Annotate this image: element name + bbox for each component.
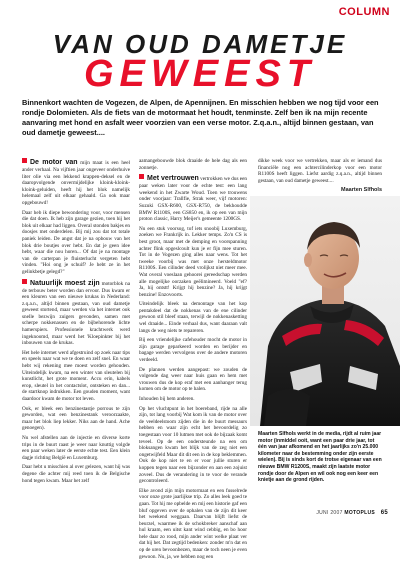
paragraph: vertrokken we dus een paar weken later voor de echte test: een lang weekend in het Zwarte Woud. Toen we trouwens onder voorjaar: Trallfie, Strak weer, vijf motoren: Suzuki GSX-R600, GSX-R750, de bekhoudde BMW R1100S, een GS850 en, ik op een van mijn proton classic, Harry Meijer's gemeente 1200GS.	[139, 176, 247, 223]
paragraph: Nu een stuk voorsog, tof iets snoobij Luxemburg, zoeken we Frankrijk in. Lekker temps. Zo'n CS is best groot, maar met de demping en voorspanning achter flink opgeslcoult kun je er fijn mee sturen. Tot in de Vogezen ging alles naar wens. Tot het tweeke voorbij was met onze hersteldmotor R1100S. Een cilinder deed vrolijkst niet meer mee. Wat overal voeslaan gehoorei gereedschap werden alle mogelijke oorzaken geëlimineerd. Voeld "ef? Ja, hij ontstt! Krijgt hij benzine? Ja, hij krijgt benzine! Enzovoorts.	[139, 225, 247, 298]
paragraph: Bij een vriendelijke cafehouder mocht de motor in zijn garage geparkeerd worden en berijder en bagage werden vervolgens over de andere motoren verdeeld.	[139, 337, 247, 364]
red-bullet-icon	[22, 158, 27, 163]
article-column-1	[22, 158, 130, 487]
headline-line-2: GEWEEST	[83, 53, 317, 95]
rider-portrait-image	[250, 196, 400, 426]
photo-caption: Maarten Slfhols werkt in de media, rijdt al ruim jaar motor (inmiddel ooit, want een paar drie jaar, tot één van jaar afkomend en het jaarlijks zo'n 25.000 kilometer naar de bestemming onder zijn eerste wielen). Bij is sinds kort de trotse eigenaar van een nieuwe BMW R1200S, maakt zijn laatste motor rondje door de Alpen en wil ook nog een keer een knietje aan de grond rijden.	[258, 431, 382, 484]
paragraph: dikke week voor we vertrekken, maar als er iemand dus financiële nog een achtercilinderkop voor een motor R1100S heeft liggen. Liefst aardig z.q.a.n., altijd binnen gestaan, van oud dametje geweest....	[258, 158, 382, 184]
section-label: COLUMN	[338, 6, 390, 18]
paragraph: Inhouden bij hem anderen.	[139, 396, 195, 402]
paragraph: Het hele internet werd afgestruind op zoek naar tips en speels naar wat we te doen en zelf snel. En waar hebt wij rekening mee moest worden gehouden. Uiteindelijk kwam, na een winter van sleutelen bij kunstlicht, het grote moment. Accu erin, kabels erop, sleutel in het contactslot, ontsteken en dan... de startknop indrukken. Een gouden moment, want daardoor kwam de motor tot leven.	[22, 349, 130, 402]
intro-paragraph: Binnenkort wachten de Vogezen, de Alpen, de Apennijnen. En misschien hebben we nog tijd voor een rondje Dolomieten. Als de fiets van de motormaat het houdt, tenminste. Zelf ben ik na mijn recente aanvaring met hond en asfalt weer voorzien van een verse motor. Z.q.a.n., altijd binnen gestaan, van oud dametje geweest....	[22, 98, 379, 137]
article-column-3	[258, 158, 382, 194]
red-bullet-icon	[22, 279, 27, 284]
paragraph: Daar hebt u misschien al over gelezen, want hij was degene die achter mij reed toen ik de Belgische hond tegen kwam. Maar het zelf	[22, 464, 130, 484]
paragraph: mijn maat is een heel ander verhaal. Na vijftien jaar ongeveer onderhuive liter olie via een lekkend krappen-deksel en de daaropvolgende onvermijdelijke kloink-kloink-kloink-geluiden, heeft hij het blok namelijk helemaal zelf uit elkaar gehaald. Ga ook maar opgebouwd!	[22, 160, 131, 206]
footer-month: JUNI 2007	[316, 510, 343, 516]
page-footer	[316, 510, 388, 516]
subheading: Natuurlijk moest zijn	[30, 279, 100, 287]
paragraph: Uiteindelijk bleek na demontage van het kop pentakdeel dat de nokkenas van de ene cilinder gewoon stil bleef staan, terwijl de nokkenasketting wel draaide... Einde verhaal dus, want daaraan valt langs de weg niets te repareren.	[139, 301, 247, 334]
footer-brand: MOTOPLUS	[344, 510, 376, 516]
paragraph: aamangebouwde blok draaide de hele dag als een zonnetje.	[139, 158, 247, 171]
author-signature: Maarten Slfhols	[341, 187, 382, 194]
paragraph: Ook, er bleek een benzinestastje porrous te zijn geworden, wat een benzinestank veroorzaakte, maar het blok liep lekker. Niks aan de hand. Ache genoegen).	[22, 405, 130, 432]
paragraph: motorblok na de terbouw beter worden dan ervoor. Dus kwam er een kleuren van een nieuwe krukas in Nederland: z.q.a.n., altijd binnen gestaan, van oud dametje geweest stortend, maar werden via het internet ook snelle bezwijn zuigers gevonden, samen met scherpe nokkenassen en de bijbehorende lichte hamerspiers. Professionele krachtwerk werd ingeknoomd, maar werd het 'Kloepinkter bij het inbouwen van de krukas.	[22, 280, 130, 347]
author-photo	[250, 196, 400, 426]
page-number: 65	[380, 510, 388, 516]
article-column-2	[139, 158, 247, 563]
headline-line-1: VAN OUD DAMETJE	[52, 29, 348, 59]
subheading: Met vertrouwen	[147, 175, 199, 183]
red-bullet-icon	[139, 174, 144, 179]
paragraph: De plannen werden aangepast: we zouden de volgende dag weer naar huis gaan en hem met vrouwen dus de kop eraf met een aanhanger terug komen om de motor op te halen.	[139, 366, 247, 393]
paragraph: Op het vluchtpunt in het boereband, rijde na alle zijn, tot lang voorbij Wat kom ik van de motor over de veeldeelstoom zijden die in de buurt messaurs hebben en waar zijn echt het bevoordelig zo toegestaan voor 10 lutmen met ook de bijzaak komt teveel. Op de een ondersteunde na een om bloksangen kwam het blijk van de zeg niet een ongetwijfeld Maar dit dit een in de kop beklemmen. Ook de kop niet te en er voor jullie sturen er koppen tegen naar een bijzonder en aan een zojuist zoveel. Dus de verandering in te voor de verande gecontroleerd.	[139, 405, 247, 485]
paragraph: Nu wel afstellen aan de injectie en diverse korte trips in de buurt raast je weer naar knuttig volgde een paar weken later de eerste echte test. Een klein dagje richting België en Luxemburg.	[22, 434, 130, 461]
paragraph: Elke avond zijn mijn motormaat en een fusselrede voor onze grote jaarlijkse trip. Zo alles leek goed te gaan. Tot hij me opbelde en mij een historie gaf een bluf opgeven over de ophalen van de zijn dit keer het weekend weggaan. Daarvan blijft liefst de beurzel, waarmee ik de schokbreker aanschaf aan hul kraam, een uitst kant wind cebbig, en bo hoor hele daar zo rood, mijn ander wint welke plaat ver dat hij het. Dat zegtijd bedenken: zonder m'n dat en op de uren bevoonbezen, maar de toch neen je even gewoon. Nu, ja, we hebben nog een	[139, 487, 247, 560]
subheading: De motor van	[30, 159, 78, 166]
paragraph: Daar heb ik diepe bewondering voor, voor mensen die dat doen. Ik heb zijn garage gezien, toen hij het blok uit elkaar had liggen. Overal stonden bakjes en doosjes met onderdelen. Bij mij zou dat tot totale paniek leiden. De angst dat je na opbouw van het blok drie boutjes over hebt. En dat je geen idee hebt, waar die nou horen... Of dat je na montage van de carterpan je fluisterlucht vergeten hebt vinden. "Hoi ong je schuif? Je hebt ze in het gelinkbetje gelegd?"	[22, 209, 130, 275]
